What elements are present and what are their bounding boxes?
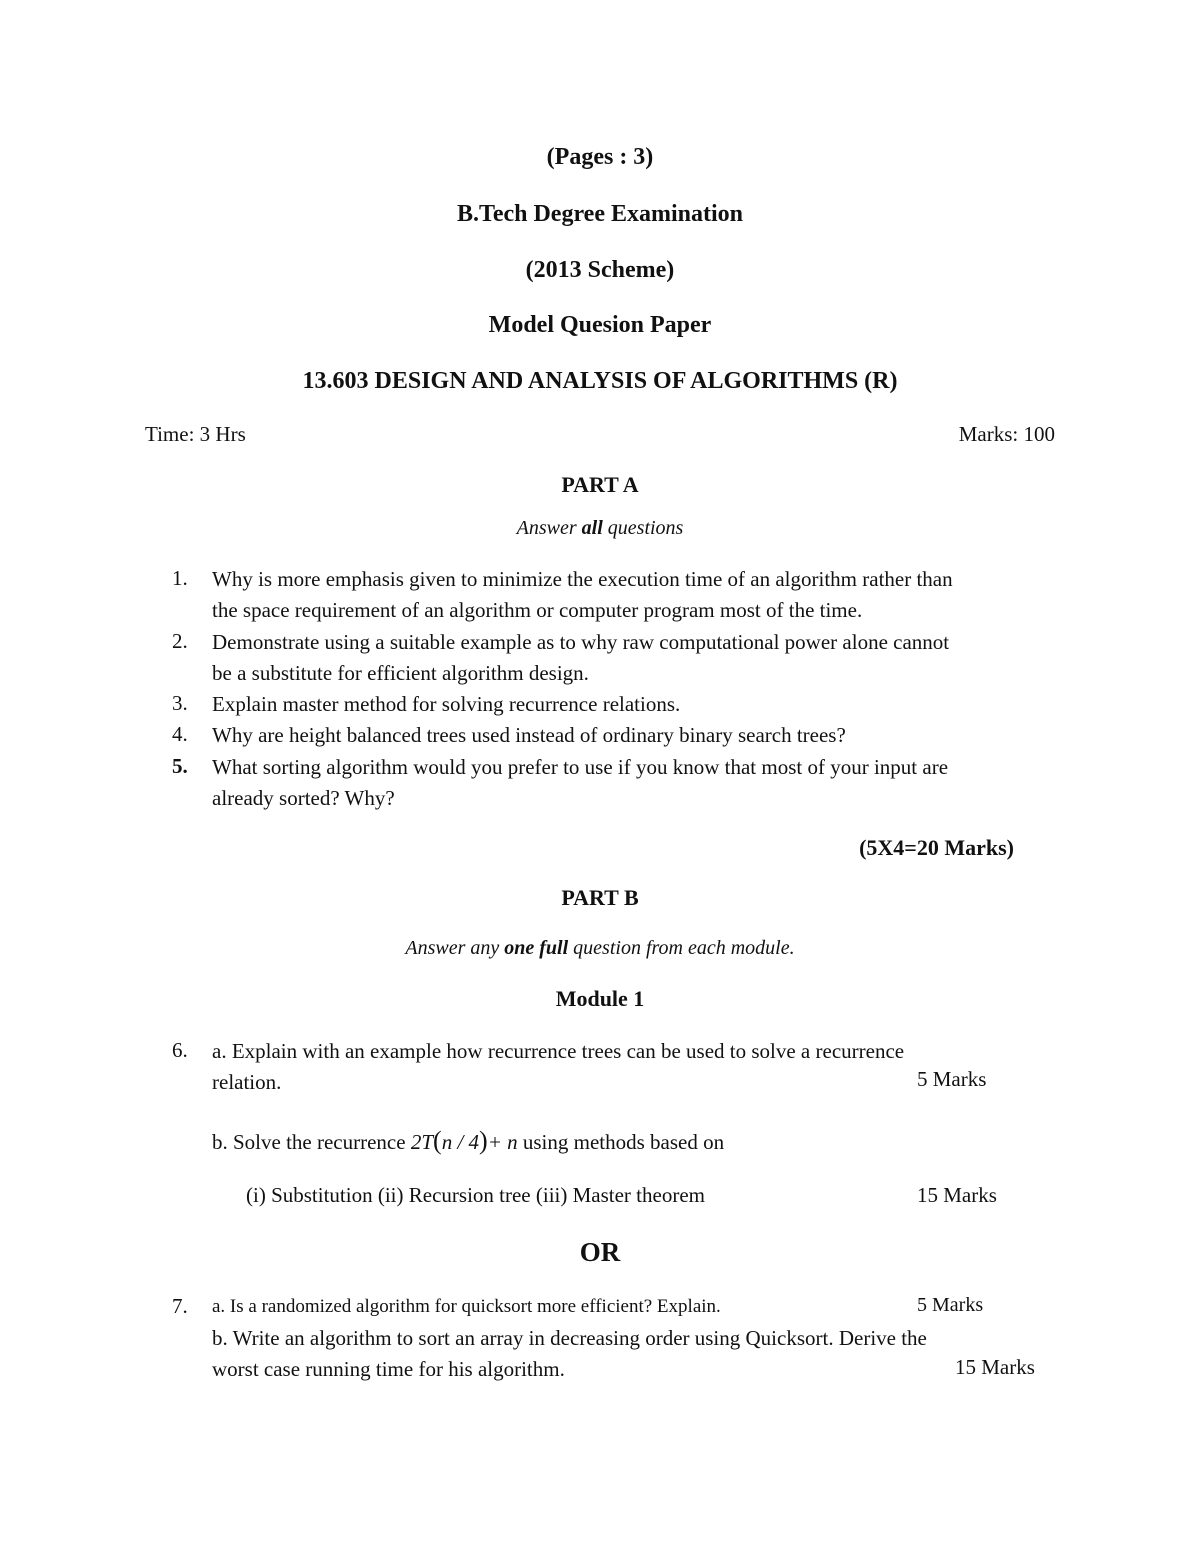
question-5 (212, 752, 1060, 814)
formula-tail: + n (487, 1130, 518, 1154)
question-line: Why is more emphasis given to minimize the execution time of an algorithm rather than (212, 567, 953, 591)
question-3 (212, 689, 1060, 720)
part-b-instruction (0, 937, 1200, 960)
question-line: What sorting algorithm would you prefer to use if you know that most of your input are (212, 755, 949, 779)
question-marks: 5 Marks (917, 1067, 987, 1091)
question-line: b. Write an algorithm to sort an array in decreasing order using Quicksort. Derive the (212, 1326, 927, 1350)
part-a-instruction (0, 517, 1200, 540)
total-marks-label: Marks: 100 (958, 422, 1055, 446)
question-line: Demonstrate using a suitable example as to why raw computational power alone cannot (212, 630, 950, 654)
question-number: 2. (172, 629, 188, 653)
question-number: 6. (172, 1038, 188, 1062)
pages-count: (Pages : 3) (546, 144, 654, 170)
question-line: relation. (212, 1070, 282, 1094)
or-separator: OR (579, 1237, 621, 1267)
question-line: worst case running time for his algorithm. (212, 1357, 565, 1381)
question-line: Why are height balanced trees used instead of ordinary binary search trees? (212, 723, 846, 747)
formula-paren: ( (433, 1126, 442, 1155)
question-7b (212, 1323, 1060, 1385)
question-text: using methods based on (517, 1130, 725, 1154)
question-marks: 15 Marks (917, 1183, 997, 1207)
instruction-suffix: questions (602, 517, 684, 539)
question-number: 1. (172, 566, 188, 590)
question-line: be a substitute for efficient algorithm design. (212, 661, 589, 685)
question-7a: a. Is a randomized algorithm for quicksort more efficient? Explain. (212, 1296, 721, 1317)
course-title: 13.603 DESIGN AND ANALYSIS OF ALGORITHMS (R) (302, 368, 898, 394)
question-number: 5. (172, 754, 188, 778)
question-text: b. Solve the recurrence (212, 1130, 411, 1154)
time-label: Time: 3 Hrs (145, 422, 246, 446)
instruction-emphasis: all (581, 517, 603, 539)
degree-title: B.Tech Degree Examination (457, 201, 743, 227)
paper-type-title: Model Quesion Paper (488, 312, 712, 338)
part-b-title: PART B (561, 885, 639, 910)
question-number: 4. (172, 722, 188, 746)
question-marks: 15 Marks (955, 1355, 1035, 1379)
question-4 (212, 720, 1060, 751)
question-line: already sorted? Why? (212, 786, 395, 810)
question-number: 3. (172, 691, 188, 715)
formula-argument: n / 4 (441, 1130, 480, 1154)
question-number: 7. (172, 1294, 188, 1318)
question-line: a. Explain with an example how recurrence trees can be used to solve a recurrence (212, 1039, 905, 1063)
question-line: the space requirement of an algorithm or computer program most of the time. (212, 598, 863, 622)
instruction-emphasis: one full (504, 937, 569, 959)
recurrence-formula (410, 1126, 518, 1155)
scheme-title: (2013 Scheme) (525, 257, 675, 283)
module-title: Module 1 (555, 986, 645, 1011)
part-a-title: PART A (561, 472, 639, 497)
question-marks: 5 Marks (917, 1294, 984, 1316)
formula-paren: ) (479, 1126, 488, 1155)
instruction-prefix: Answer any (405, 937, 505, 959)
part-a-total-marks: (5X4=20 Marks) (859, 835, 1014, 860)
formula-coefficient: 2T (410, 1130, 434, 1154)
question-2 (212, 627, 1060, 689)
question-1 (212, 564, 1060, 626)
instruction-suffix: question from each module. (568, 937, 795, 959)
instruction-prefix: Answer (516, 517, 582, 539)
question-6b-methods: (i) Substitution (ii) Recursion tree (iii) Master theorem (246, 1183, 705, 1207)
question-line: Explain master method for solving recurrence relations. (212, 692, 681, 716)
question-6b (212, 1126, 724, 1156)
